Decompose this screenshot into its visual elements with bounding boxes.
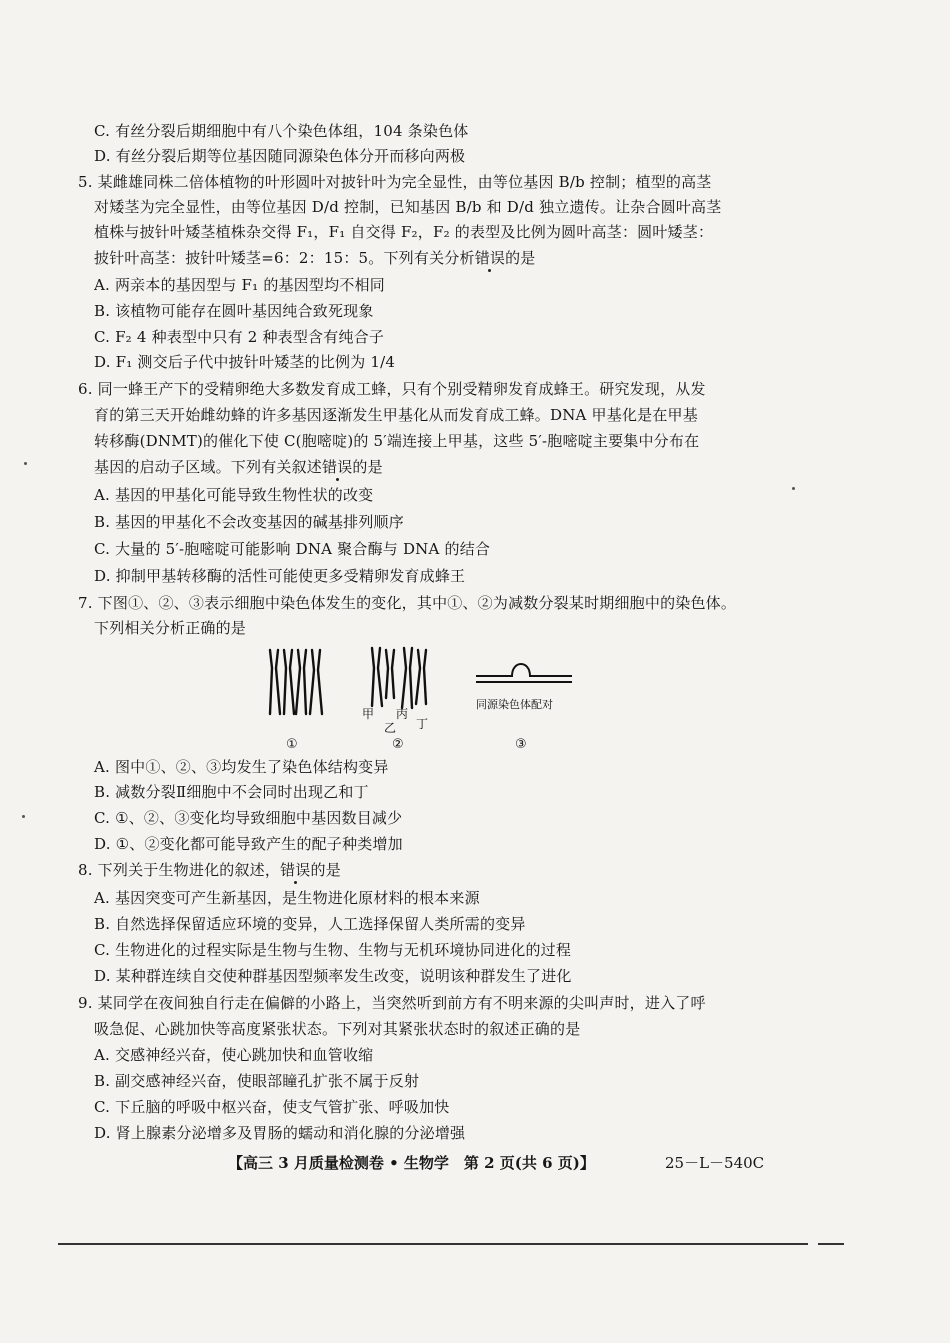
label-ding: 丁 — [416, 717, 429, 731]
page-footer-title: 【高三 3 月质量检测卷 • 生物学 第 2 页(共 6 页)】 — [228, 1154, 595, 1172]
q5-stem-line-1: 5. 某雌雄同株二倍体植物的叶形圆叶对披针叶为完全显性，由等位基因 B/b 控制；植型的高茎 — [78, 173, 712, 191]
figure-2-chromosomes — [372, 648, 426, 708]
figure-1-chromosomes — [270, 650, 322, 714]
q5-option-d: D. F₁ 测交后子代中披针叶矮茎的比例为 1/4 — [94, 353, 396, 371]
q9-option-d: D. 肾上腺素分泌增多及胃肠的蠕动和消化腺的分泌增强 — [94, 1124, 466, 1142]
q6-stem-line-4-text: 基因的启动子区域。下列有关叙述 — [94, 458, 323, 476]
figure-3-pairing — [476, 664, 572, 682]
q8-option-d: D. 某种群连续自交使种群基因型频率发生改变，说明该种群发生了进化 — [94, 967, 572, 985]
q6-stem-line-4-end: 的是 — [352, 458, 383, 476]
q9-option-c: C. 下丘脑的呼吸中枢兴奋，使支气管扩张、呼吸加快 — [94, 1098, 450, 1116]
fig3-upper-strand — [476, 664, 572, 676]
label-bing: 丙 — [396, 707, 409, 721]
q7-option-c: C. ①、②、③变化均导致细胞中基因数目减少 — [94, 809, 403, 827]
q5-stem-line-3: 植株与披针叶矮茎植株杂交得 F₁，F₁ 自交得 F₂，F₂ 的表型及比例为圆叶高茎：圆叶矮茎： — [94, 223, 714, 241]
q9-option-a: A. 交感神经兴奋，使心跳加快和血管收缩 — [94, 1046, 374, 1064]
fig1-chromatid-c — [284, 650, 286, 714]
q4-option-d: D. 有丝分裂后期等位基因随同源染色体分开而移向两极 — [94, 147, 466, 165]
fig2-chromatid-c — [386, 650, 388, 698]
scan-bottom-rule-end — [818, 1243, 844, 1245]
fig2-chromatid-h — [424, 650, 426, 704]
page-footer-code: 25－L－540C — [665, 1154, 765, 1172]
q9-stem-line-2: 吸急促、心跳加快等高度紧张状态。下列对其紧张状态时的叙述正确的是 — [94, 1020, 581, 1038]
label-homologous-pairing: 同源染色体配对 — [476, 698, 553, 711]
figure-label-3: ③ — [515, 737, 527, 752]
q5-stem-line-4-text: 披针叶高茎：披针叶矮茎=6：2：15：5。下列有关分析 — [94, 249, 475, 267]
q6-stem-line-4 — [94, 457, 383, 477]
q8-option-b: B. 自然选择保留适应环境的变异，人工选择保留人类所需的变异 — [94, 915, 526, 933]
fig1-chromatid-e — [296, 650, 300, 714]
q5-emphasis-mark: 错误 — [474, 249, 506, 267]
q8-option-c: C. 生物进化的过程实际是生物与生物、生物与无机环境协同进化的过程 — [94, 941, 572, 959]
q8-emphasis-mark: 错误 — [280, 861, 311, 879]
q7-option-d: D. ①、②变化都可能导致产生的配子种类增加 — [94, 835, 403, 853]
chromosome-figure-svg — [262, 636, 592, 754]
q6-option-d: D. 抑制甲基转移酶的活性可能使更多受精卵发育成蜂王 — [94, 567, 466, 585]
q4-option-c: C. 有丝分裂后期细胞中有八个染色体组，104 条染色体 — [94, 122, 469, 140]
q7-option-a: A. 图中①、②、③均发生了染色体结构变异 — [94, 758, 389, 776]
q5-option-c: C. F₂ 4 种表型中只有 2 种表型含有纯合子 — [94, 328, 385, 346]
q8-stem — [78, 860, 341, 880]
q6-option-a: A. 基因的甲基化可能导致生物性状的改变 — [94, 486, 374, 504]
scan-speck — [792, 487, 795, 490]
fig1-chromatid-b — [276, 650, 280, 714]
q9-stem-line-1: 9. 某同学在夜间独自行走在偏僻的小路上，当突然听到前方有不明来源的尖叫声时，进入了呼 — [78, 994, 706, 1012]
q7-stem-line-2: 下列相关分析正确的是 — [94, 619, 247, 637]
q6-stem-line-2: 育的第三天开始雌幼蜂的许多基因逐渐发生甲基化从而发育成工蜂。DNA 甲基化是在甲基 — [94, 406, 698, 424]
q6-emphasis-mark: 错误 — [322, 458, 353, 476]
q6-stem-line-1: 6. 同一蜂王产下的受精卵绝大多数发育成工蜂，只有个别受精卵发育成蜂王。研究发现，从发 — [78, 380, 706, 398]
fig1-chromatid-a — [270, 650, 272, 714]
q7-option-b: B. 减数分裂Ⅱ细胞中不会同时出现乙和丁 — [94, 783, 369, 801]
scan-speck — [22, 815, 25, 818]
q6-option-b: B. 基因的甲基化不会改变基因的碱基排列顺序 — [94, 513, 404, 531]
fig1-chromatid-d — [290, 650, 294, 714]
fig2-chromatid-f — [410, 648, 412, 708]
q8-option-a: A. 基因突变可产生新基因，是生物进化原材料的根本来源 — [94, 889, 480, 907]
chromosome-figure — [262, 636, 592, 754]
scan-speck — [24, 462, 27, 465]
q5-stem-line-4 — [94, 248, 536, 268]
q8-stem-end: 的是 — [310, 861, 341, 879]
q7-stem-line-1: 7. 下图①、②、③表示细胞中染色体发生的变化，其中①、②为减数分裂某时期细胞中的染色体。 — [78, 594, 737, 612]
fig2-chromatid-e — [402, 648, 406, 708]
q5-option-a: A. 两亲本的基因型与 F₁ 的基因型均不相同 — [94, 276, 385, 294]
q5-stem-line-4-end: 的是 — [505, 249, 536, 267]
scan-bottom-rule — [58, 1243, 808, 1245]
fig2-chromatid-g — [416, 650, 420, 704]
q9-option-b: B. 副交感神经兴奋，使眼部瞳孔扩张不属于反射 — [94, 1072, 420, 1090]
figure-label-2: ② — [392, 737, 404, 752]
fig1-chromatid-f — [304, 650, 306, 714]
label-jia: 甲 — [362, 707, 375, 721]
q5-option-b: B. 该植物可能存在圆叶基因纯合致死现象 — [94, 302, 374, 320]
q8-stem-text: 8. 下列关于生物进化的叙述， — [78, 861, 281, 879]
label-yi: 乙 — [384, 721, 397, 735]
fig2-chromatid-a — [372, 648, 374, 706]
q6-option-c: C. 大量的 5′-胞嘧啶可能影响 DNA 聚合酶与 DNA 的结合 — [94, 540, 491, 558]
fig2-chromatid-b — [378, 648, 382, 706]
fig2-chromatid-d — [392, 650, 394, 698]
figure-label-1: ① — [286, 737, 298, 752]
fig1-chromatid-h — [318, 650, 322, 714]
fig1-chromatid-g — [310, 650, 314, 714]
q5-stem-line-2: 对矮茎为完全显性，由等位基因 D/d 控制，已知基因 B/b 和 D/d 独立遗传。让杂合圆叶高茎 — [94, 198, 722, 216]
q6-stem-line-3: 转移酶(DNMT)的催化下使 C(胞嘧啶)的 5′端连接上甲基，这些 5′-胞嘧啶主要集中分布在 — [94, 432, 700, 450]
